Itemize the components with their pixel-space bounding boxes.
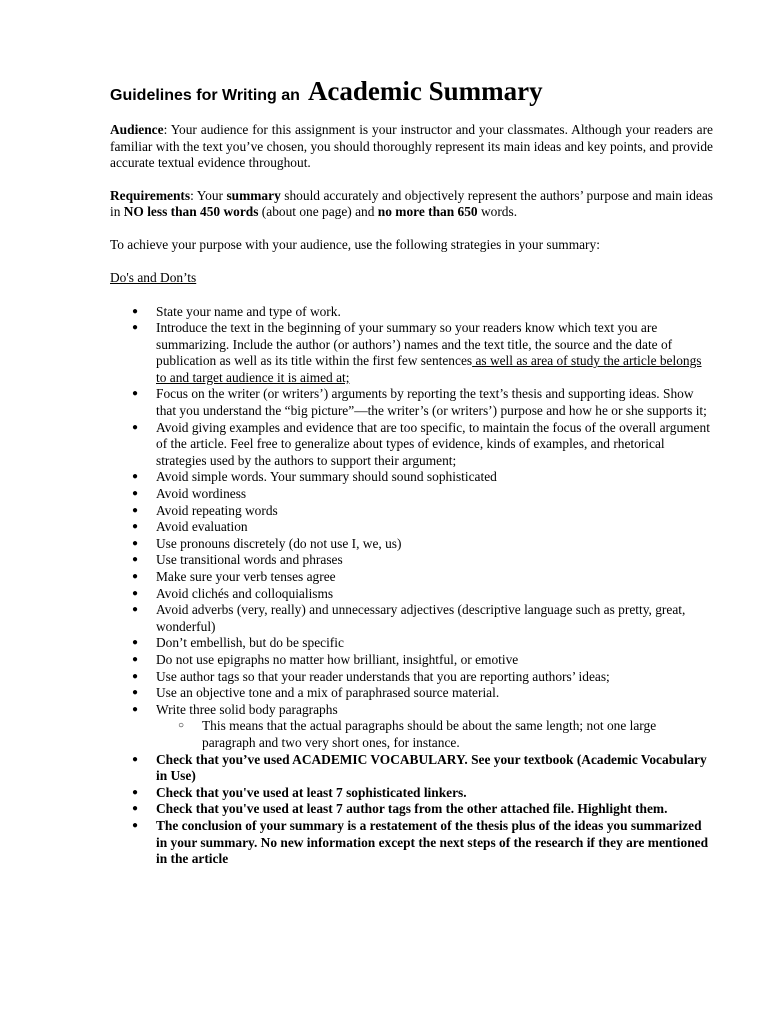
list-item-text: Use author tags so that your reader understands that you are reporting authors’ ideas; <box>156 668 610 684</box>
list-item <box>110 586 713 603</box>
list-item-text: Check that you’ve used ACADEMIC VOCABULARY. See your textbook (Academic Vocabulary in Use) <box>156 751 707 784</box>
list-item-text: The conclusion of your summary is a restatement of the thesis plus of the ideas you summarized in your summary. No new information except the next steps of the research if they are mentioned in the article <box>156 817 709 867</box>
list-item-text: Check that you've used at least 7 author tags from the other attached file. Highlight them. <box>156 801 668 817</box>
list-item-text: Do not use epigraphs no matter how brilliant, insightful, or emotive <box>156 651 519 667</box>
guidelines-list <box>110 304 713 868</box>
list-item <box>110 602 713 635</box>
list-item-text: Use pronouns discretely (do not use I, we, us) <box>156 535 402 551</box>
bullet-icon: ● <box>132 554 139 566</box>
sub-list-item <box>156 718 713 751</box>
requirements-paragraph <box>110 188 713 221</box>
list-item-text: Make sure your verb tenses agree <box>156 569 336 584</box>
sub-list <box>156 718 713 751</box>
list-item-text: Introduce the text in the beginning of your summary so your readers know which text you are summarizing. Include the author (or authors’) names and the text title, the source and the date of publication as well as its title within the first few sentences <box>156 320 673 369</box>
list-item <box>110 519 713 536</box>
bullet-icon: ● <box>132 604 139 616</box>
bullet-icon: ● <box>132 421 139 433</box>
requirements-bold-2: NO less than 450 words <box>123 204 259 219</box>
requirements-bold-1: summary <box>226 187 281 203</box>
requirements-bold-3: no more than 650 <box>377 204 478 219</box>
bullet-icon: ● <box>132 803 139 815</box>
requirements-text-1: : Your <box>190 187 227 203</box>
bullet-icon: ● <box>132 322 139 334</box>
list-item <box>110 469 713 486</box>
bullet-icon: ● <box>132 388 139 400</box>
list-item <box>110 569 713 586</box>
list-item-text: Check that you've used at least 7 sophisticated linkers. <box>156 784 467 800</box>
list-item <box>110 752 713 785</box>
list-item-text: Use transitional words and phrases <box>156 552 343 568</box>
audience-label: Audience <box>110 122 164 137</box>
list-item <box>110 818 713 868</box>
requirements-text-3: (about one page) and <box>258 204 378 219</box>
bullet-icon: ● <box>132 537 139 549</box>
bullet-icon: ● <box>132 521 139 533</box>
list-item-text: Avoid wordiness <box>156 486 247 502</box>
list-item-text: Focus on the writer (or writers’) arguments by reporting the text’s thesis and supporting ideas. Show that you understand the “big picture”—the writer’s (or writers’) purpose and how he or she supports it; <box>156 386 707 419</box>
list-item <box>110 635 713 652</box>
audience-paragraph <box>110 122 713 172</box>
list-item-text: Use an objective tone and a mix of paraphrased source material. <box>156 685 500 701</box>
bullet-icon: ● <box>132 687 139 699</box>
bullet-icon: ● <box>132 653 139 665</box>
list-item-text: Avoid giving examples and evidence that are too specific, to maintain the focus of the overall argument of the article. Feel free to generalize about types of evidence, kinds of examples, and rhetorical strategies used by the authors to support their argument; <box>156 419 710 468</box>
list-item <box>110 486 713 503</box>
list-item-text: Avoid simple words. Your summary should sound sophisticated <box>156 469 497 485</box>
bullet-icon: ● <box>132 504 139 516</box>
bullet-icon: ● <box>132 587 139 599</box>
strategies-intro: To achieve your purpose with your audience, use the following strategies in your summary: <box>110 236 600 252</box>
requirements-label: Requirements <box>110 187 191 203</box>
list-item-text: Write three solid body paragraphs <box>156 701 338 717</box>
page-title <box>110 72 713 106</box>
bullet-icon: ● <box>132 571 139 582</box>
list-item <box>110 652 713 669</box>
list-item-text: Avoid evaluation <box>156 519 248 535</box>
requirements-text-2: should accurately and objectively represent the authors’ purpose and main ideas in <box>110 187 713 219</box>
list-item <box>110 503 713 520</box>
list-item-text: Avoid repeating words <box>156 502 278 518</box>
bullet-icon: ● <box>132 637 139 649</box>
title-small-text: Guidelines for Writing an <box>110 87 300 104</box>
bullet-icon: ● <box>132 753 139 765</box>
bullet-icon: ● <box>132 471 139 483</box>
bullet-icon: ● <box>132 786 139 798</box>
list-item <box>110 536 713 553</box>
bullet-icon: ● <box>132 305 139 317</box>
circle-bullet-icon: ○ <box>178 720 185 732</box>
audience-text: : Your audience for this assignment is your instructor and your classmates. Although your readers are familiar with the text you’ve chosen, you should thoroughly represent its main ideas and key points, and provide accurate textual evidence throughout. <box>110 122 713 170</box>
bullet-icon: ● <box>132 488 139 500</box>
list-item-text: State your name and type of work. <box>156 303 341 319</box>
bullet-icon: ● <box>132 703 139 715</box>
bullet-icon: ● <box>132 819 139 831</box>
list-item <box>110 685 713 702</box>
list-item <box>110 552 713 569</box>
dos-and-donts-heading: Do's and Don’ts <box>110 270 197 285</box>
list-item <box>110 801 713 818</box>
bullet-icon: ● <box>132 670 139 682</box>
list-item <box>110 785 713 802</box>
document-content <box>110 72 713 868</box>
list-item <box>110 420 713 470</box>
list-item-text: Avoid clichés and colloquialisms <box>156 585 334 601</box>
list-item-underlined-text: as well as area of study the article belongs to and target audience it is aimed at; <box>156 353 702 385</box>
list-item-text: Avoid adverbs (very, really) and unnecessary adjectives (descriptive language such as pretty, great, wonderful) <box>156 602 686 634</box>
list-item <box>110 320 713 386</box>
requirements-text-4: words. <box>477 204 518 219</box>
list-item <box>110 304 713 321</box>
list-item <box>110 386 713 419</box>
list-item-text: Don’t embellish, but do be specific <box>156 635 344 651</box>
title-large-text: Academic Summary <box>307 76 543 106</box>
sub-list-item-text: This means that the actual paragraphs should be about the same length; not one large paragraph and two very short ones, for instance. <box>202 718 657 750</box>
list-item <box>110 702 713 752</box>
list-item <box>110 669 713 686</box>
